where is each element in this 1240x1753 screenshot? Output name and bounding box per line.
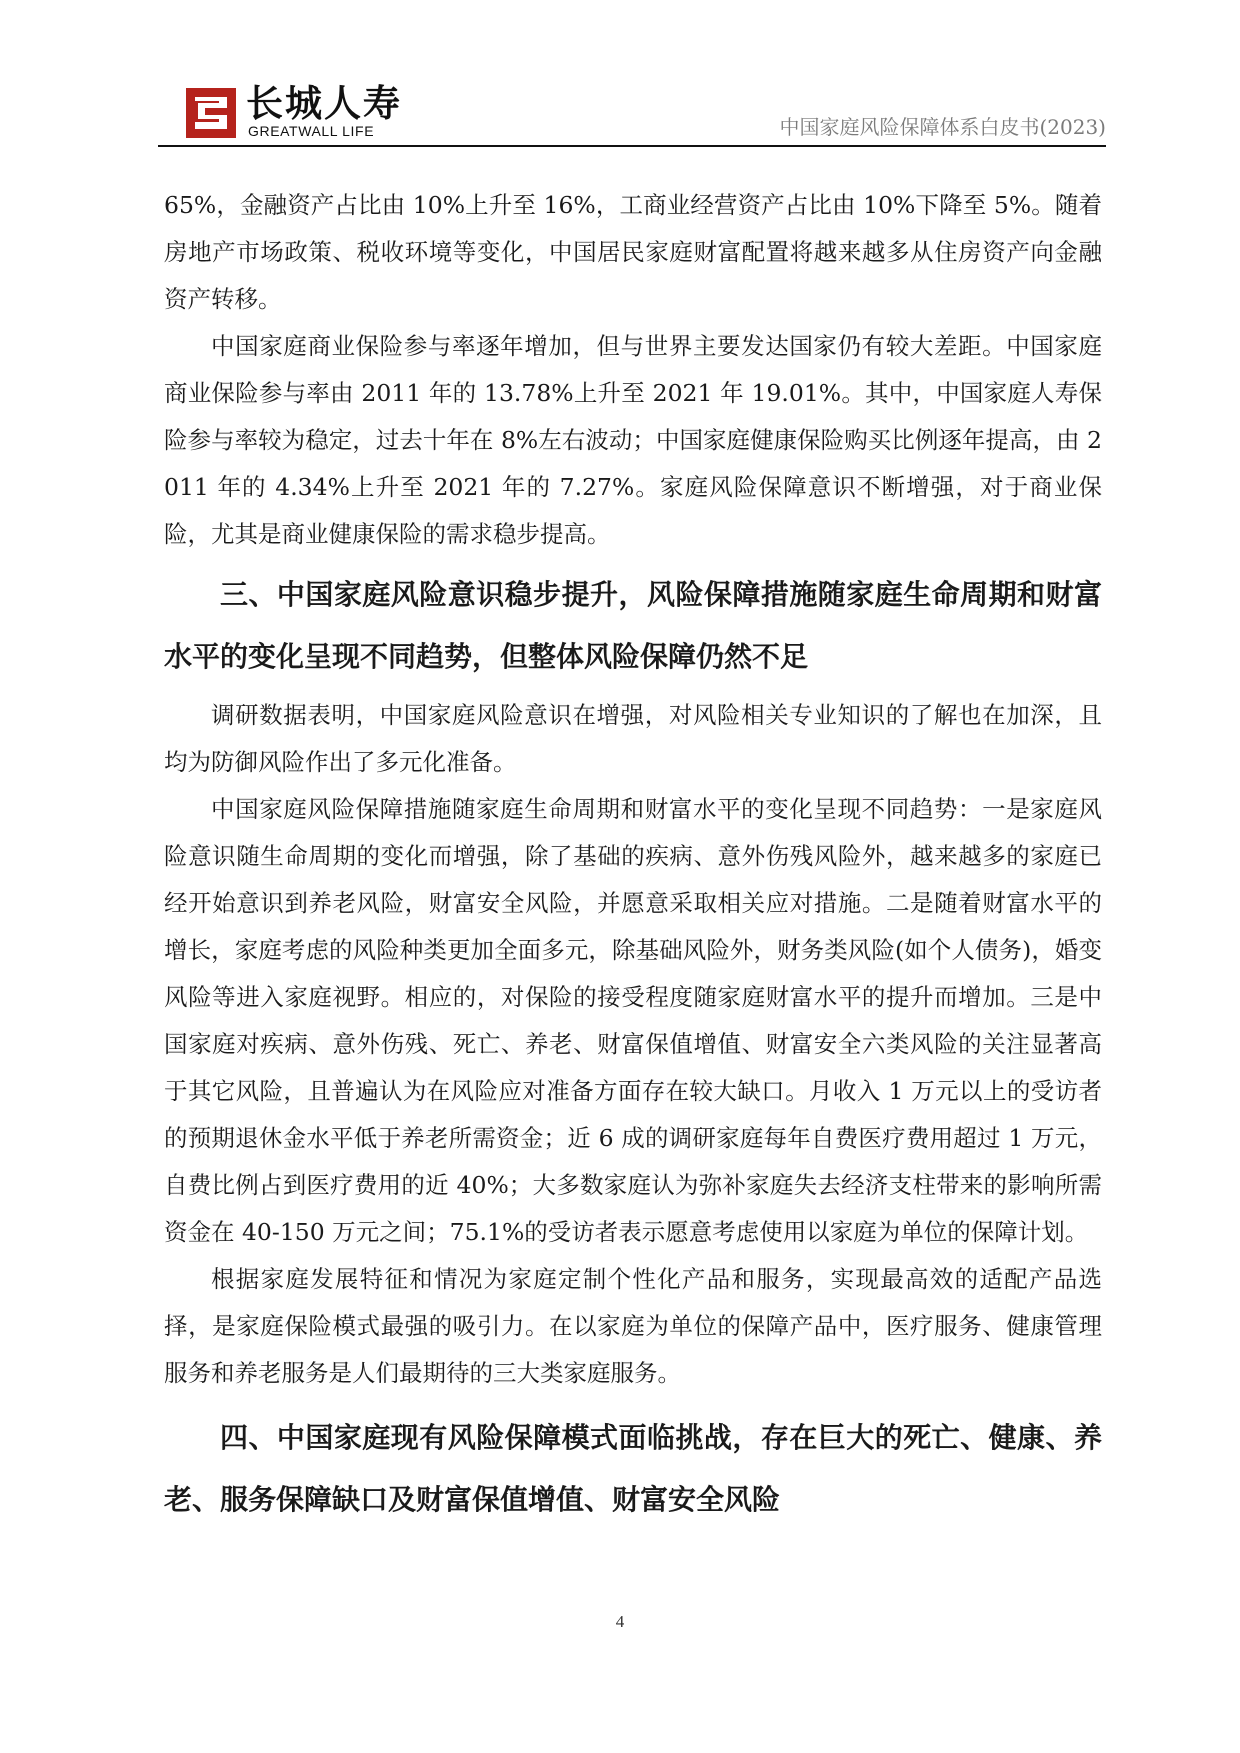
logo-chinese-name: 长城人寿 (246, 82, 402, 125)
document-title: 中国家庭风险保障体系白皮书(2023) (779, 115, 1106, 139)
section-heading-4: 四、中国家庭现有风险保障模式面临挑战，存在巨大的死亡、健康、养老、服务保障缺口及财富保值增值、财富安全风险 (164, 1421, 1102, 1516)
paragraph-customized-products: 根据家庭发展特征和情况为家庭定制个性化产品和服务，实现最高效的适配产品选择，是家庭保险模式最强的吸引力。在以家庭为单位的保障产品中，医疗服务、健康管理服务和养老服务是人们最期待的三大类家庭服务。 (164, 1265, 1102, 1387)
paragraph-survey-data: 调研数据表明，中国家庭风险意识在增强，对风险相关专业知识的了解也在加深，且均为防御风险作出了多元化准备。 (164, 701, 1102, 776)
great-wall-logo-icon (186, 88, 236, 138)
section-heading-3: 三、中国家庭风险意识稳步提升，风险保障措施随家庭生命周期和财富水平的变化呈现不同趋势，但整体风险保障仍然不足 (164, 578, 1102, 673)
page-number: 4 (615, 1612, 625, 1631)
paragraph-continued: 65%，金融资产占比由 10%上升至 16%，工商业经营资产占比由 10%下降至 5%。随着房地产市场政策、税收环境等变化，中国居民家庭财富配置将越来越多从住房资产向金融资产转移。 (164, 191, 1102, 313)
header-divider (158, 145, 1106, 147)
paragraph-insurance-participation: 中国家庭商业保险参与率逐年增加，但与世界主要发达国家仍有较大差距。中国家庭商业保险参与率由 2011 年的 13.78%上升至 2021 年 19.01%。其中，中国家庭人寿保险参与率较为稳定，过去十年在 8%左右波动；中国家庭健康保险购买比例逐年提高，由 2011 年的 4.34%上升至 2021 年的 7.27%。家庭风险保障意识不断增强，对于商业保险，尤其是商业健康保险的需求稳步提高。 (164, 332, 1102, 548)
logo-english-name: GREATWALL LIFE (248, 123, 375, 139)
page-body (164, 182, 1102, 1535)
paragraph-risk-trends: 中国家庭风险保障措施随家庭生命周期和财富水平的变化呈现不同趋势：一是家庭风险意识随生命周期的变化而增强，除了基础的疾病、意外伤残风险外，越来越多的家庭已经开始意识到养老风险，财富安全风险，并愿意采取相关应对措施。二是随着财富水平的增长，家庭考虑的风险种类更加全面多元，除基础风险外，财务类风险(如个人债务)，婚变风险等进入家庭视野。相应的，对保险的接受程度随家庭财富水平的提升而增加。三是中国家庭对疾病、意外伤残、死亡、养老、财富保值增值、财富安全六类风险的关注显著高于其它风险，且普遍认为在风险应对准备方面存在较大缺口。月收入 1 万元以上的受访者的预期退休金水平低于养老所需资金；近 6 成的调研家庭每年自费医疗费用超过 1 万元，自费比例占到医疗费用的近 40%；大多数家庭认为弥补家庭失去经济支柱带来的影响所需资金在 40-150 万元之间；75.1%的受访者表示愿意考虑使用以家庭为单位的保障计划。 (164, 795, 1102, 1246)
page-header (0, 0, 1240, 150)
